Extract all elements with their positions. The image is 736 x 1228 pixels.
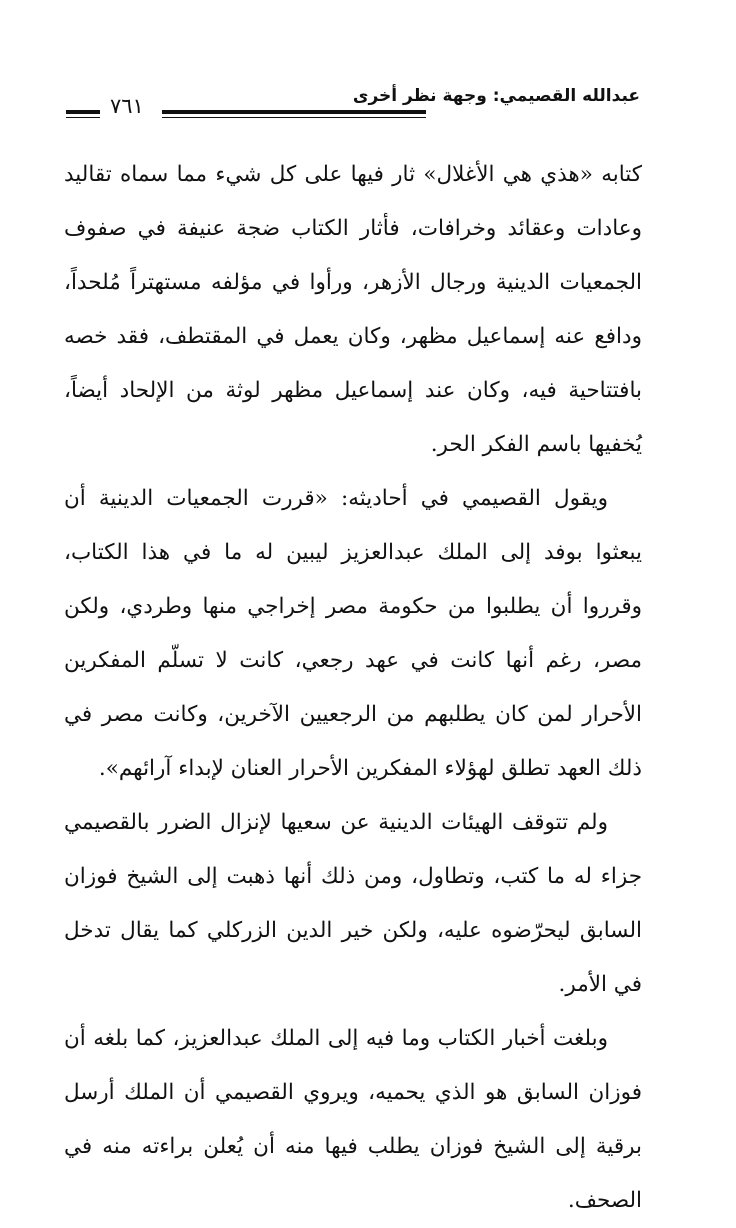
page-number: ٧٦١ — [110, 94, 144, 118]
paragraph: وبلغت أخبار الكتاب وما فيه إلى الملك عبدالعزيز، كما بلغه أن فوزان السابق هو الذي يحميه، ويروي القصيمي أن الملك أرسل برقية إلى الشيخ فوزان يطلب فيها منه أن يُعلن براءته منه في الصحف. — [64, 1026, 642, 1213]
paragraph: ويقول القصيمي في أحاديثه: «قررت الجمعيات الدينية أن يبعثوا بوفد إلى الملك عبدالعزيز ليبين له ما في هذا الكتاب، وقرروا أن يطلبوا من حكومة مصر إخراجي منها وطردي، ولكن مصر، رغم أنها كانت في عهد رجعي، كانت لا تسلّم المفكرين الأحرار لمن كان يطلبهم من الرجعيين الآخرين، وكانت مصر في ذلك العهد تطلق لهؤلاء المفكرين الأحرار العنان لإبداء آرائهم». — [64, 486, 642, 781]
page-header — [66, 86, 640, 122]
header-rule — [162, 110, 426, 118]
body-text — [64, 148, 642, 1228]
header-rule-left — [66, 110, 100, 118]
running-title: عبدالله القصيمي: وجهة نظر أخرى — [352, 86, 640, 106]
paragraph: كتابه «هذي هي الأغلال» ثار فيها على كل شيء مما سماه تقاليد وعادات وعقائد وخرافات، فأثار الكتاب ضجة عنيفة في صفوف الجمعيات الدينية ورجال الأزهر، ورأوا في مؤلفه مستهتراً مُلحداً، ودافع عنه إسماعيل مظهر، وكان يعمل في المقتطف، فقد خصه بافتتاحية فيه، وكان عند إسماعيل مظهر لوثة من الإلحاد أيضاً، يُخفيها باسم الفكر الحر. — [64, 162, 642, 457]
paragraph: ولم تتوقف الهيئات الدينية عن سعيها لإنزال الضرر بالقصيمي جزاء له ما كتب، وتطاول، ومن ذلك أنها ذهبت إلى الشيخ فوزان السابق ليحرّضوه عليه، ولكن خير الدين الزركلي كما يقال تدخل في الأمر. — [64, 810, 642, 997]
